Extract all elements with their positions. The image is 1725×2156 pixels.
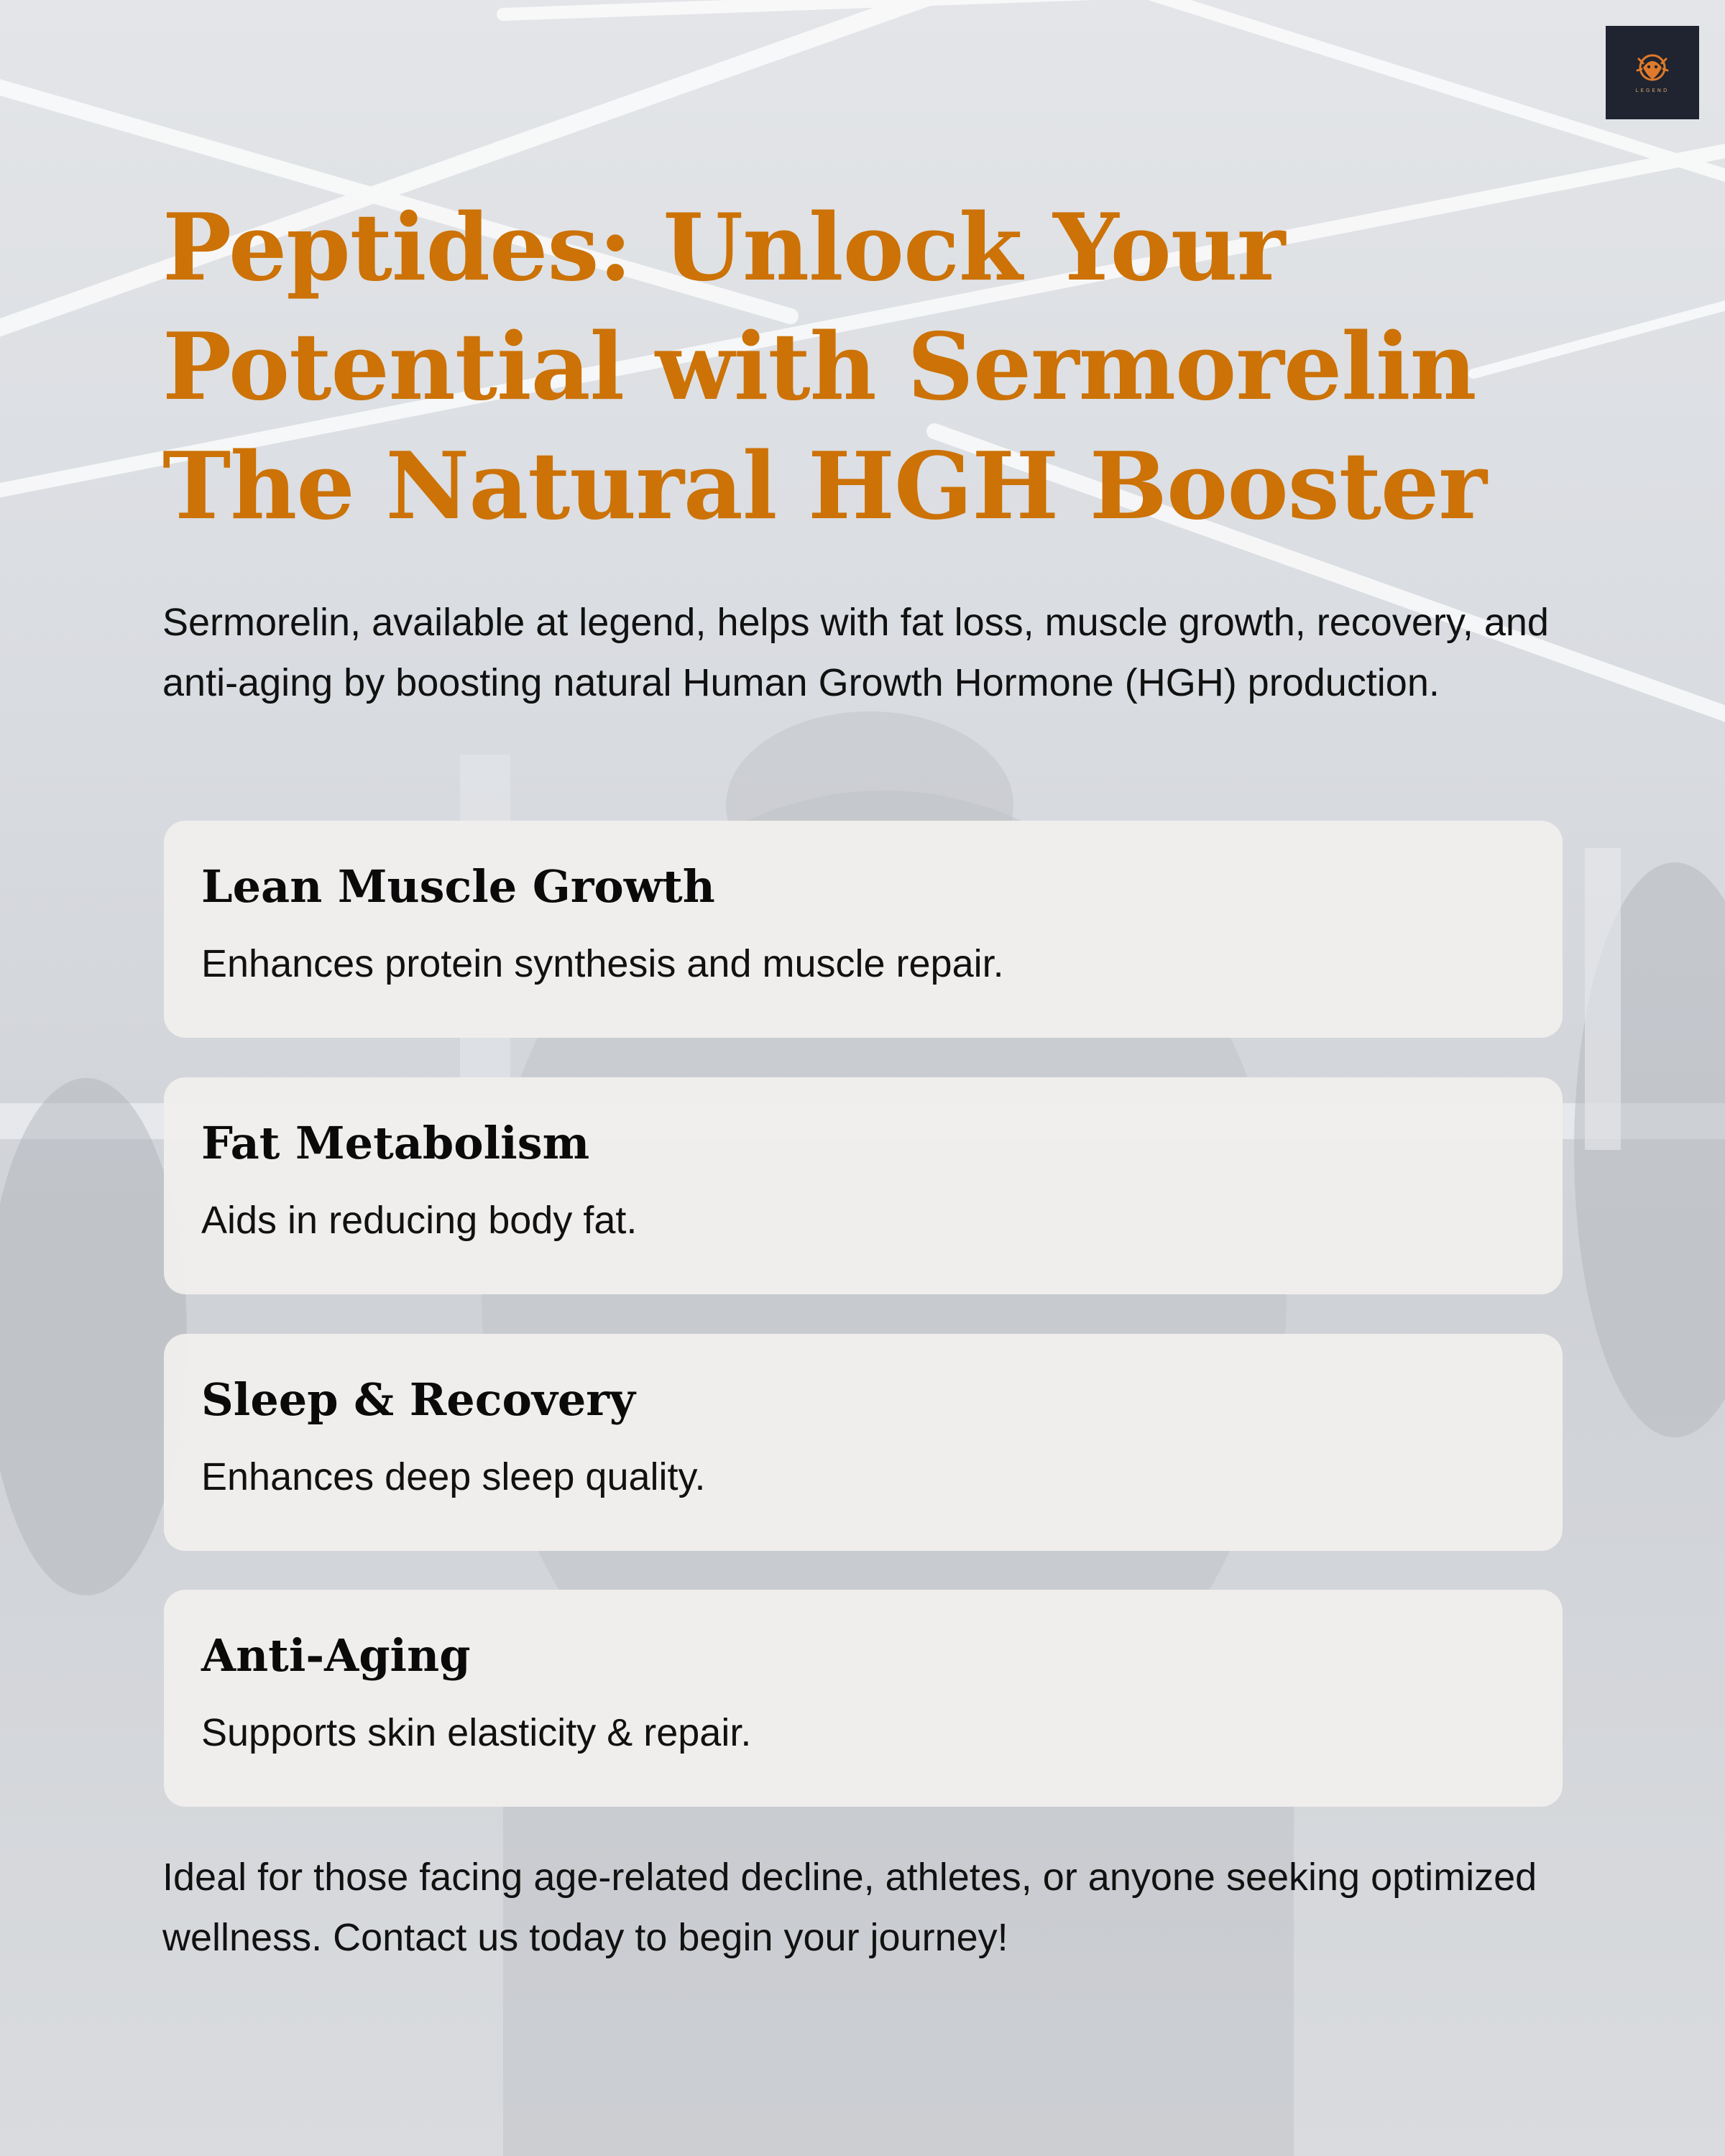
benefit-description: Enhances deep sleep quality. bbox=[201, 1455, 706, 1498]
logo-wordmark: LEGEND bbox=[1635, 88, 1670, 93]
benefit-card-lean-muscle-growth bbox=[164, 821, 1563, 1038]
benefit-description: Aids in reducing body fat. bbox=[201, 1199, 638, 1242]
lion-emblem-icon bbox=[1633, 52, 1672, 85]
benefit-title: Fat Metabolism bbox=[201, 1117, 590, 1169]
closing-paragraph: Ideal for those facing age-related decline, athletes, or anyone seeking optimized wellness. Contact us today to begin your journey! bbox=[162, 1856, 1537, 1959]
title-line-2: Potential with Sermorelin bbox=[162, 313, 1476, 421]
benefit-description: Enhances protein synthesis and muscle repair. bbox=[201, 942, 1004, 985]
title-line-1: Peptides: Unlock Your bbox=[162, 194, 1285, 302]
benefit-title: Lean Muscle Growth bbox=[201, 860, 715, 913]
intro-paragraph: Sermorelin, available at legend, helps with fat loss, muscle growth, recovery, and anti-aging by boosting natural Human Growth Hormone (HGH) production. bbox=[162, 601, 1549, 704]
title-line-3: The Natural HGH Booster bbox=[162, 433, 1486, 540]
benefit-description: Supports skin elasticity & repair. bbox=[201, 1711, 752, 1754]
benefit-title: Sleep & Recovery bbox=[201, 1373, 635, 1426]
legend-logo bbox=[1606, 26, 1699, 119]
benefit-card-fat-metabolism bbox=[164, 1077, 1563, 1294]
benefit-card-sleep-recovery bbox=[164, 1334, 1563, 1551]
benefit-card-anti-aging bbox=[164, 1590, 1563, 1807]
page-title bbox=[162, 188, 1600, 546]
benefit-title: Anti-Aging bbox=[201, 1629, 471, 1682]
